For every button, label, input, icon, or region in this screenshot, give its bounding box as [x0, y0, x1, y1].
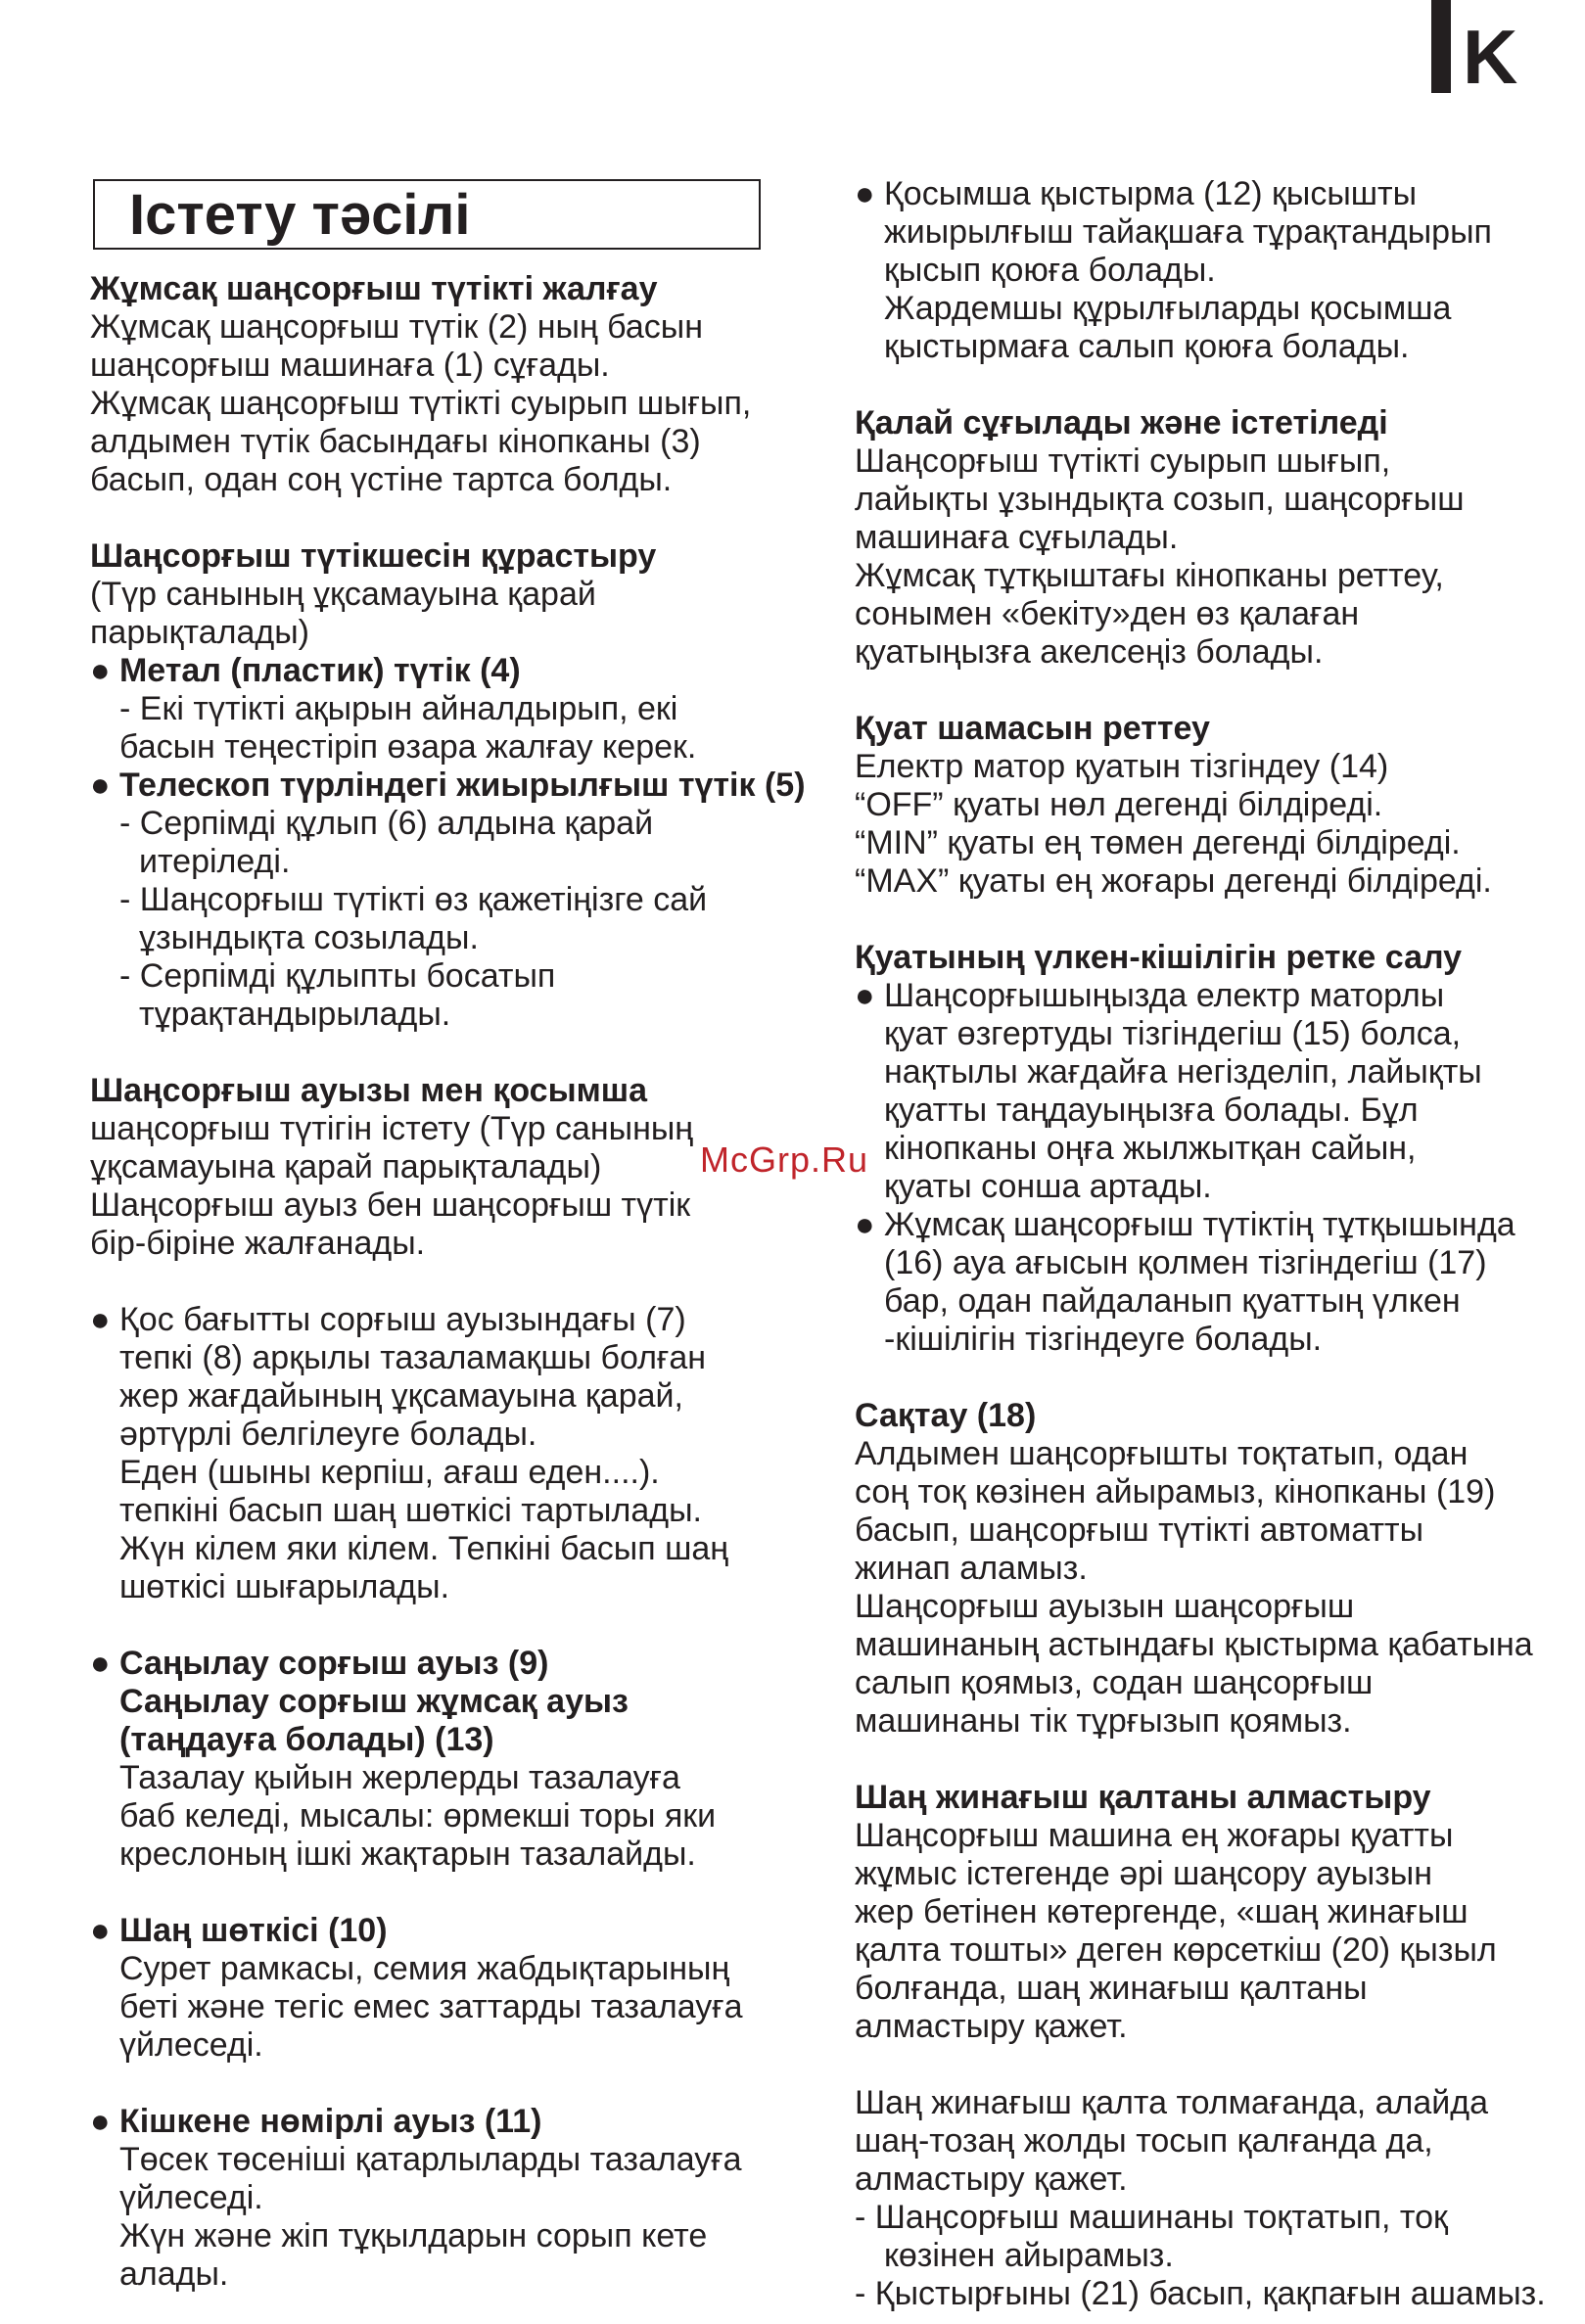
text-line: алдымен түтік басындағы кінопканы (3) — [90, 423, 701, 460]
paragraph-gap — [855, 1359, 1560, 1397]
paragraph-gap — [855, 2046, 1560, 2084]
paragraph-gap — [855, 901, 1560, 939]
paragraph-gap — [90, 1034, 815, 1072]
text-line: беті және тегіс емес заттарды тазалауға — [119, 1988, 743, 2025]
text-line: Төсек төсеніші қатарлыларды тазалауға — [119, 2141, 742, 2178]
text-line: лайықты ұзындықта созып, шаңсорғыш — [855, 481, 1465, 518]
watermark: McGrp.Ru — [700, 1139, 869, 1180]
text-line: ● Қосымша қыстырма (12) қысышты — [855, 175, 1418, 212]
text-line: Қуатының үлкен-кішілігін ретке салу — [855, 939, 1463, 976]
text-line: қыстырмаға салып қоюға болады. — [884, 328, 1410, 365]
text-line: кінопканы оңға жылжытқан сайын, — [884, 1130, 1417, 1167]
text-line: машинаны тік тұрғызып қоямыз. — [855, 1702, 1352, 1740]
text-line: ұқсамауына қарай парықталады) — [90, 1148, 602, 1185]
text-line: тепкі (8) арқылы тазаламақшы болған — [119, 1339, 707, 1376]
text-line: жұмыс істегенде әрі шаңсору ауызын — [855, 1855, 1433, 1892]
text-line: шаңсорғыш машинаға (1) сұғады. — [90, 347, 610, 384]
text-line: қуатты таңдауыңызға болады. Бұл — [884, 1092, 1419, 1129]
text-line: Шаңсорғыш түтікті суырып шығып, — [855, 442, 1391, 480]
text-line: Қалай сұғылады және істетіледі — [855, 404, 1388, 442]
text-line: итеріледі. — [139, 843, 291, 880]
text-line: жер жағдайының ұқсамауына қарай, — [119, 1377, 683, 1415]
text-line: жиырылғыш тайақшаға тұрақтандырып — [884, 213, 1492, 251]
text-line: алады. — [119, 2255, 229, 2293]
text-line: “MIN” қуаты ең төмен дегенді білдіреді. — [855, 824, 1461, 861]
text-line: - Екі түтікті ақырын айналдырып, екі — [119, 690, 678, 727]
text-line: - Серпімді құлып (6) алдына қарай — [119, 805, 654, 842]
text-line: соң тоқ көзінен айырамыз, кінопканы (19) — [855, 1473, 1496, 1511]
text-line: тепкіні басып шаң шөткісі тартылады. — [119, 1492, 702, 1529]
text-line: Жұмсақ тұтқыштағы кінопканы реттеу, — [855, 557, 1444, 594]
right-column — [855, 175, 1560, 2313]
text-line: Саңылау сорғыш жұмсақ ауыз — [119, 1683, 629, 1720]
text-line: ● Жұмсақ шаңсорғыш түтіктің тұтқышында — [855, 1206, 1515, 1243]
text-line: Жұмсақ шаңсорғыш түтік (2) ның басын — [90, 308, 703, 346]
text-line: нақтылы жағдайға негізделіп, лайықты — [884, 1053, 1482, 1091]
text-line: ● Шаңсорғышыңызда електр маторлы — [855, 977, 1445, 1014]
paragraph-gap — [90, 1606, 815, 1645]
text-line: алмастыру қажет. — [855, 2161, 1128, 2198]
text-line: шөткісі шығарылады. — [119, 1568, 450, 1605]
text-line: (таңдауға болады) (13) — [119, 1721, 494, 1758]
text-line: Шаңсорғыш ауызы мен қосымша — [90, 1072, 648, 1109]
text-line: қуатыңызға акелсеңіз болады. — [855, 633, 1324, 671]
text-line: ● Шаң шөткісі (10) — [90, 1912, 388, 1949]
text-line: Жүн кілем яки кілем. Тепкіні басып шаң — [119, 1530, 729, 1567]
paragraph-gap — [90, 2065, 815, 2103]
text-line: -кішілігін тізгіндеуге болады. — [884, 1321, 1323, 1358]
left-column — [90, 270, 815, 2294]
text-line: Сақтау (18) — [855, 1397, 1037, 1434]
text-line: шаң-тозаң жолды тосып қалғанда да, — [855, 2122, 1433, 2160]
text-line: - Шаңсорғыш машинаны тоқтатып, тоқ — [855, 2199, 1448, 2236]
text-line: сонымен «бекіту»ден өз қалаған — [855, 595, 1360, 632]
text-line: Тазалау қыйын жерлерды тазалауға — [119, 1759, 680, 1796]
text-line: креслоның ішкі жақтарын тазалайды. — [119, 1836, 696, 1873]
text-line: әртүрлі белгілеуге болады. — [119, 1416, 537, 1453]
text-line: Сурет рамкасы, семия жабдықтарының — [119, 1950, 730, 1987]
paragraph-gap — [855, 1741, 1560, 1779]
text-line: баб келеді, мысалы: өрмекші торы яки — [119, 1797, 717, 1835]
text-line: Шаң жинағыш қалта толмағанда, алайда — [855, 2084, 1489, 2121]
paragraph-gap — [855, 672, 1560, 710]
paragraph-gap — [90, 1263, 815, 1301]
text-line: Қуат шамасын реттеу — [855, 710, 1210, 747]
text-line: “MAX” қуаты ең жоғары дегенді білдіреді. — [855, 862, 1492, 900]
section-title-box — [93, 179, 761, 250]
text-line: Жұмсақ шаңсорғыш түтікті жалғау — [90, 270, 658, 307]
text-line: қысып қоюға болады. — [884, 252, 1216, 289]
text-line: Жардемшы құрылғыларды қосымша — [884, 290, 1452, 327]
text-line: ● Метал (пластик) түтік (4) — [90, 652, 521, 689]
page-title: Істету тәсілі — [129, 183, 471, 247]
text-line: бар, одан пайдаланып қуаттың үлкен — [884, 1282, 1461, 1320]
text-line: басын теңестіріп өзара жалғау керек. — [119, 728, 697, 766]
paragraph-gap — [855, 366, 1560, 404]
text-line: қуат өзгертуды тізгіндегіш (15) болса, — [884, 1015, 1462, 1052]
language-code: K — [1463, 14, 1518, 100]
text-line: - Қыстырғыны (21) басып, қақпағын ашамыз. — [855, 2275, 1546, 2312]
text-line: ● Кішкене нөмірлі ауыз (11) — [90, 2103, 542, 2140]
text-line: Еден (шыны керпіш, ағаш еден....). — [119, 1454, 660, 1491]
text-line: машинаның астындағы қыстырма қабатына — [855, 1626, 1533, 1663]
text-line: Шаңсорғыш ауызын шаңсорғыш — [855, 1588, 1355, 1625]
text-line: қалта тошты» деген көрсеткіш (20) қызыл — [855, 1931, 1497, 1969]
text-line: машинаға сұғылады. — [855, 519, 1179, 556]
text-line: Алдымен шаңсорғышты тоқтатып, одан — [855, 1435, 1468, 1472]
text-line: - Шаңсорғыш түтікті өз қажетіңізге сай — [119, 881, 708, 918]
paragraph-gap — [90, 1874, 815, 1912]
text-line: басып, шаңсорғыш түтікті автоматты — [855, 1511, 1424, 1549]
text-line: ● Саңылау сорғыш ауыз (9) — [90, 1645, 549, 1682]
text-line: бір-біріне жалғанады. — [90, 1225, 426, 1262]
text-line: Шаңсорғыш ауыз бен шаңсорғыш түтік — [90, 1186, 691, 1224]
text-line: - Серпімді құлыпты босатып — [119, 957, 556, 995]
text-line: ұзындықта созылады. — [139, 919, 479, 956]
text-line: жинап аламыз. — [855, 1550, 1088, 1587]
paragraph-gap — [90, 499, 815, 537]
text-line: салып қоямыз, содан шаңсорғыш — [855, 1664, 1374, 1701]
text-line: шаңсорғыш түтігін істету (Түр санының — [90, 1110, 694, 1147]
text-line: басып, одан соң үстіне тартса болды. — [90, 461, 673, 498]
text-line: үйлеседі. — [119, 2026, 263, 2064]
text-line: қуаты сонша артады. — [884, 1168, 1212, 1205]
text-line: ● Телескоп түрліндегі жиырылғыш түтік (5) — [90, 767, 806, 804]
language-marker — [1422, 0, 1549, 108]
text-line: үйлеседі. — [119, 2179, 263, 2216]
text-line: (16) ауа ағысын қолмен тізгіндегіш (17) — [884, 1244, 1487, 1281]
text-line: “OFF” қуаты нөл дегенді білдіреді. — [855, 786, 1383, 823]
text-line: Жүн және жіп тұқылдарын сорып кете — [119, 2217, 708, 2254]
text-line: Шаң жинағыш қалтаны алмастыру — [855, 1779, 1431, 1816]
text-line: Шаңсорғыш машина ең жоғары қуатты — [855, 1817, 1454, 1854]
language-marker-bar — [1431, 0, 1451, 93]
text-line: тұрақтандырылады. — [139, 996, 451, 1033]
text-line: болғанда, шаң жинағыш қалтаны — [855, 1970, 1368, 2007]
text-line: (Түр санының ұқсамауына қарай — [90, 576, 596, 613]
text-line: парықталады) — [90, 614, 309, 651]
text-line: ● Қос бағытты сорғыш ауызындағы (7) — [90, 1301, 686, 1338]
text-line: көзінен айырамыз. — [884, 2237, 1174, 2274]
text-line: Шаңсорғыш түтікшесін құрастыру — [90, 537, 657, 575]
text-line: Електр матор қуатын тізгіндеу (14) — [855, 748, 1389, 785]
text-line: алмастыру қажет. — [855, 2008, 1128, 2045]
text-line: Жұмсақ шаңсорғыш түтікті суырып шығып, — [90, 385, 752, 422]
text-line: жер бетінен көтергенде, «шаң жинағыш — [855, 1893, 1468, 1930]
